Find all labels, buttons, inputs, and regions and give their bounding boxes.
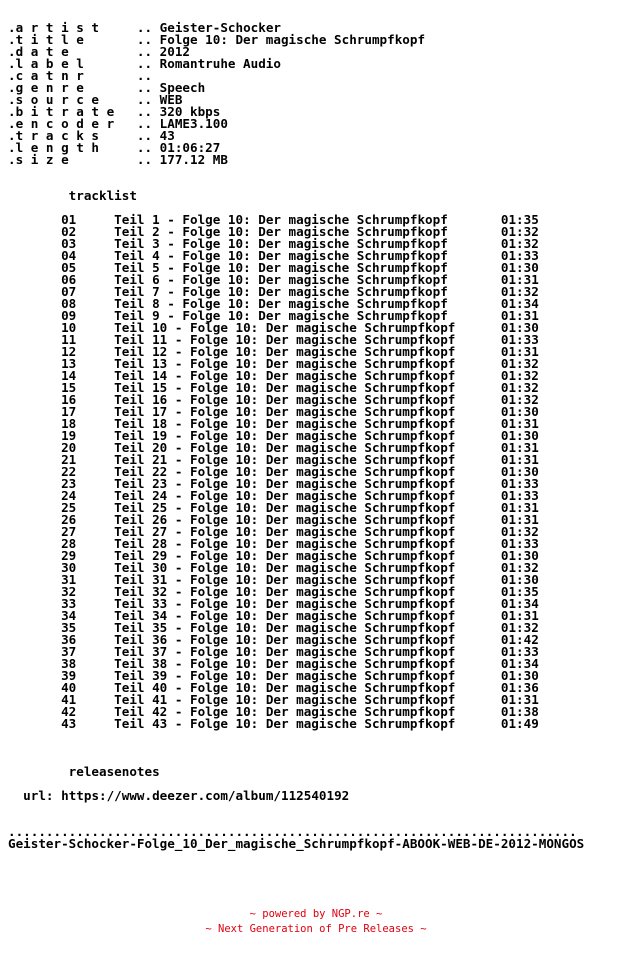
track-number: 02	[61, 224, 77, 239]
track-number: 22	[61, 464, 77, 479]
info-key: .s i z e	[8, 152, 69, 167]
info-key: .t r a c k s	[8, 128, 99, 143]
track-duration: 01:36	[500, 680, 539, 695]
track-number: 29	[61, 548, 77, 563]
track-number: 20	[61, 440, 77, 455]
track-duration: 01:32	[500, 356, 539, 371]
track-number: 04	[61, 248, 77, 263]
track-row	[8, 716, 539, 731]
track-title: Teil 12 - Folge 10: Der magische Schrumpfkopf	[114, 344, 456, 359]
track-title: Teil 27 - Folge 10: Der magische Schrumpfkopf	[114, 524, 456, 539]
track-title: Teil 28 - Folge 10: Der magische Schrumpfkopf	[114, 536, 456, 551]
track-gap	[76, 716, 114, 731]
track-title: Teil 21 - Folge 10: Der magische Schrumpfkopf	[114, 452, 456, 467]
track-number: 38	[61, 656, 77, 671]
track-duration: 01:32	[500, 284, 539, 299]
track-number: 32	[61, 584, 77, 599]
track-duration: 01:30	[500, 260, 539, 275]
track-title: Teil 23 - Folge 10: Der magische Schrumpfkopf	[114, 476, 456, 491]
track-duration: 01:31	[500, 500, 539, 515]
track-number: 06	[61, 272, 77, 287]
powered-by-line: ~ powered by NGP.re ~	[249, 908, 383, 920]
track-title: Teil 2 - Folge 10: Der magische Schrumpfkopf	[114, 224, 448, 239]
info-dots: ..	[136, 56, 160, 71]
track-number: 26	[61, 512, 77, 527]
track-title: Teil 37 - Folge 10: Der magische Schrumpfkopf	[114, 644, 456, 659]
track-number: 42	[61, 704, 77, 719]
track-title: Teil 1 - Folge 10: Der magische Schrumpfkopf	[114, 212, 448, 227]
track-duration: 01:30	[500, 668, 539, 683]
info-row	[8, 152, 228, 167]
track-number: 11	[61, 332, 77, 347]
track-duration: 01:33	[500, 488, 539, 503]
tracklist-indent	[8, 188, 69, 203]
track-title: Teil 13 - Folge 10: Der magische Schrumpfkopf	[114, 356, 456, 371]
info-key: .l a b e l	[8, 56, 84, 71]
info-value: WEB	[159, 92, 183, 107]
track-duration: 01:34	[500, 296, 539, 311]
url-label: url:	[23, 788, 54, 803]
releasenotes-indent	[8, 764, 69, 779]
info-dots: ..	[136, 104, 160, 119]
info-key: .g e n r e	[8, 80, 84, 95]
info-value: LAME3.100	[159, 116, 228, 131]
track-number: 14	[61, 368, 77, 383]
track-duration: 01:31	[500, 416, 539, 431]
track-number: 21	[61, 452, 77, 467]
track-duration: 01:32	[500, 392, 539, 407]
track-duration: 01:30	[500, 464, 539, 479]
track-duration: 01:42	[500, 632, 539, 647]
track-title: Teil 14 - Folge 10: Der magische Schrumpfkopf	[114, 368, 456, 383]
track-number: 34	[61, 608, 77, 623]
track-duration: 01:33	[500, 248, 539, 263]
track-duration: 01:31	[500, 440, 539, 455]
track-duration: 01:33	[500, 536, 539, 551]
info-dots: ..	[136, 68, 160, 83]
track-duration: 01:30	[500, 548, 539, 563]
track-number: 17	[61, 404, 77, 419]
info-value: Geister-Schocker	[159, 20, 281, 35]
track-duration: 01:32	[500, 560, 539, 575]
track-title: Teil 36 - Folge 10: Der magische Schrumpfkopf	[114, 632, 456, 647]
track-title: Teil 31 - Folge 10: Der magische Schrumpfkopf	[114, 572, 456, 587]
track-number: 30	[61, 560, 77, 575]
track-duration: 01:30	[500, 572, 539, 587]
track-title: Teil 4 - Folge 10: Der magische Schrumpfkopf	[114, 248, 448, 263]
track-duration: 01:30	[500, 404, 539, 419]
track-number: 09	[61, 308, 77, 323]
info-key: .a r t i s t	[8, 20, 99, 35]
track-title: Teil 25 - Folge 10: Der magische Schrumpfkopf	[114, 500, 456, 515]
track-indent	[8, 716, 61, 731]
info-padding	[69, 152, 137, 167]
track-number: 31	[61, 572, 77, 587]
track-number: 41	[61, 692, 77, 707]
track-padding	[455, 716, 501, 731]
track-duration: 01:32	[500, 368, 539, 383]
tracklist	[8, 212, 539, 731]
track-title: Teil 24 - Folge 10: Der magische Schrumpfkopf	[114, 488, 456, 503]
track-title: Teil 16 - Folge 10: Der magische Schrumpfkopf	[114, 392, 456, 407]
track-number: 33	[61, 596, 77, 611]
track-title: Teil 34 - Folge 10: Der magische Schrumpfkopf	[114, 608, 456, 623]
info-dots: ..	[136, 140, 160, 155]
info-dots: ..	[136, 92, 160, 107]
track-title: Teil 35 - Folge 10: Der magische Schrumpfkopf	[114, 620, 456, 635]
info-dots: ..	[136, 80, 160, 95]
info-value: 2012	[159, 44, 191, 59]
track-duration: 01:33	[500, 332, 539, 347]
info-section	[8, 20, 425, 167]
track-duration: 01:32	[500, 236, 539, 251]
info-dots: ..	[136, 20, 160, 35]
track-duration: 01:38	[500, 704, 539, 719]
track-title: Teil 32 - Folge 10: Der magische Schrumpfkopf	[114, 584, 456, 599]
track-duration: 01:31	[500, 272, 539, 287]
info-dots: ..	[136, 44, 160, 59]
track-duration: 01:32	[500, 620, 539, 635]
track-duration: 01:33	[500, 476, 539, 491]
info-value: Romantruhe Audio	[159, 56, 281, 71]
track-duration: 01:49	[500, 716, 539, 731]
track-title: Teil 10 - Folge 10: Der magische Schrumpfkopf	[114, 320, 456, 335]
track-duration: 01:30	[500, 320, 539, 335]
track-title: Teil 42 - Folge 10: Der magische Schrumpfkopf	[114, 704, 456, 719]
track-duration: 01:31	[500, 512, 539, 527]
track-duration: 01:31	[500, 692, 539, 707]
track-title: Teil 26 - Folge 10: Der magische Schrumpfkopf	[114, 512, 456, 527]
track-duration: 01:34	[500, 656, 539, 671]
track-number: 15	[61, 380, 77, 395]
track-number: 43	[61, 716, 77, 731]
track-title: Teil 7 - Folge 10: Der magische Schrumpfkopf	[114, 284, 448, 299]
track-title: Teil 19 - Folge 10: Der magische Schrumpfkopf	[114, 428, 456, 443]
track-number: 05	[61, 260, 77, 275]
track-title: Teil 39 - Folge 10: Der magische Schrumpfkopf	[114, 668, 456, 683]
track-duration: 01:33	[500, 644, 539, 659]
track-duration: 01:31	[500, 308, 539, 323]
info-dots: ..	[136, 116, 160, 131]
releasenotes-heading: releasenotes	[68, 764, 160, 779]
info-key: .l e n g t h	[8, 140, 99, 155]
track-number: 03	[61, 236, 77, 251]
track-number: 18	[61, 416, 77, 431]
track-title: Teil 33 - Folge 10: Der magische Schrumpfkopf	[114, 596, 456, 611]
track-title: Teil 22 - Folge 10: Der magische Schrumpfkopf	[114, 464, 456, 479]
info-value: 177.12 MB	[159, 152, 228, 167]
nfo-document	[8, 22, 584, 850]
track-number: 36	[61, 632, 77, 647]
info-key: .e n c o d e r	[8, 116, 115, 131]
track-duration: 01:30	[500, 428, 539, 443]
track-number: 25	[61, 500, 77, 515]
track-duration: 01:31	[500, 452, 539, 467]
info-key: .d a t e	[8, 44, 69, 59]
track-number: 28	[61, 536, 77, 551]
track-title: Teil 38 - Folge 10: Der magische Schrumpfkopf	[114, 656, 456, 671]
info-key: .c a t n r	[8, 68, 84, 83]
info-key: .t i t l e	[8, 32, 84, 47]
track-duration: 01:34	[500, 596, 539, 611]
info-value: Speech	[159, 80, 206, 95]
track-title: Teil 17 - Folge 10: Der magische Schrumpfkopf	[114, 404, 456, 419]
track-title: Teil 5 - Folge 10: Der magische Schrumpfkopf	[114, 260, 448, 275]
track-number: 23	[61, 476, 77, 491]
track-duration: 01:31	[500, 608, 539, 623]
info-dots: ..	[136, 128, 160, 143]
track-number: 07	[61, 284, 77, 299]
track-number: 01	[61, 212, 77, 227]
release-name: Geister-Schocker-Folge_10_Der_magische_Schrumpfkopf-ABOOK-WEB-DE-2012-MONGOS	[8, 836, 585, 851]
track-number: 24	[61, 488, 77, 503]
track-title: Teil 29 - Folge 10: Der magische Schrumpfkopf	[114, 548, 456, 563]
track-title: Teil 8 - Folge 10: Der magische Schrumpfkopf	[114, 296, 448, 311]
ngp-tagline: ~ Next Generation of Pre Releases ~	[205, 923, 427, 935]
track-number: 39	[61, 668, 77, 683]
info-dots: ..	[136, 32, 160, 47]
info-key: .b i t r a t e	[8, 104, 115, 119]
tracklist-heading: tracklist	[68, 188, 137, 203]
track-duration: 01:35	[500, 212, 539, 227]
info-value: 43	[159, 128, 175, 143]
info-value: Folge 10: Der magische Schrumpfkopf	[159, 32, 426, 47]
track-number: 37	[61, 644, 77, 659]
info-key: .s o u r c e	[8, 92, 99, 107]
track-duration: 01:35	[500, 584, 539, 599]
track-number: 19	[61, 428, 77, 443]
track-title: Teil 15 - Folge 10: Der magische Schrumpfkopf	[114, 380, 456, 395]
track-title: Teil 43 - Folge 10: Der magische Schrumpfkopf	[114, 716, 456, 731]
track-title: Teil 20 - Folge 10: Der magische Schrumpfkopf	[114, 440, 456, 455]
track-title: Teil 40 - Folge 10: Der magische Schrumpfkopf	[114, 680, 456, 695]
url-indent	[8, 788, 23, 803]
info-value: 320 kbps	[159, 104, 221, 119]
track-title: Teil 3 - Folge 10: Der magische Schrumpfkopf	[114, 236, 448, 251]
track-number: 12	[61, 344, 77, 359]
info-dots: ..	[136, 152, 160, 167]
track-duration: 01:32	[500, 224, 539, 239]
track-number: 13	[61, 356, 77, 371]
track-number: 08	[61, 296, 77, 311]
separator-line: ...........................................................................	[8, 824, 577, 839]
track-title: Teil 18 - Folge 10: Der magische Schrumpfkopf	[114, 416, 456, 431]
track-title: Teil 6 - Folge 10: Der magische Schrumpfkopf	[114, 272, 448, 287]
track-title: Teil 41 - Folge 10: Der magische Schrumpfkopf	[114, 692, 456, 707]
release-url[interactable]: https://www.deezer.com/album/112540192	[61, 788, 350, 803]
track-title: Teil 11 - Folge 10: Der magische Schrumpfkopf	[114, 332, 456, 347]
track-number: 35	[61, 620, 77, 635]
track-number: 10	[61, 320, 77, 335]
track-title: Teil 9 - Folge 10: Der magische Schrumpfkopf	[114, 308, 448, 323]
track-duration: 01:32	[500, 380, 539, 395]
track-number: 27	[61, 524, 77, 539]
track-duration: 01:32	[500, 524, 539, 539]
track-duration: 01:31	[500, 344, 539, 359]
track-number: 16	[61, 392, 77, 407]
track-number: 40	[61, 680, 77, 695]
track-title: Teil 30 - Folge 10: Der magische Schrumpfkopf	[114, 560, 456, 575]
info-value: 01:06:27	[159, 140, 221, 155]
